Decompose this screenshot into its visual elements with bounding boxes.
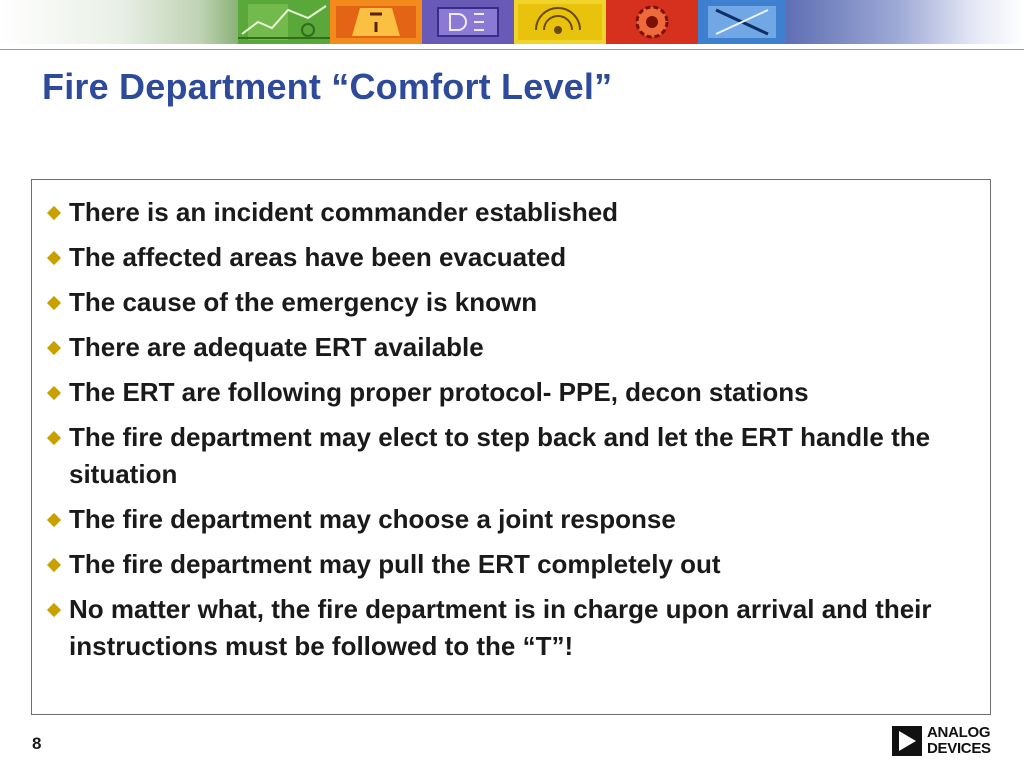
bullet-text: The affected areas have been evacuated	[69, 242, 567, 272]
sensor-icon	[698, 0, 786, 44]
diamond-bullet-icon	[47, 513, 61, 527]
diamond-bullet-icon	[47, 386, 61, 400]
diamond-bullet-icon	[47, 603, 61, 617]
diamond-bullet-icon	[47, 296, 61, 310]
logo-line-2: DEVICES	[927, 740, 991, 757]
logo-wordmark	[927, 725, 1007, 757]
diamond-bullet-icon	[47, 431, 61, 445]
list-item	[46, 374, 976, 411]
diamond-bullet-icon	[47, 206, 61, 220]
list-item	[46, 546, 976, 583]
dsp-chip-icon	[422, 0, 514, 44]
list-item	[46, 591, 976, 665]
circuit-graph-icon	[238, 0, 330, 44]
header-divider	[0, 49, 1024, 50]
diamond-bullet-icon	[47, 341, 61, 355]
banner-fade	[786, 0, 1024, 44]
bullet-text: The ERT are following proper protocol- PPE, decon stations	[69, 377, 809, 407]
bullet-text: The fire department may choose a joint response	[69, 504, 676, 534]
list-item	[46, 239, 976, 276]
diamond-bullet-icon	[47, 558, 61, 572]
diamond-bullet-icon	[47, 251, 61, 265]
page-number: 8	[32, 734, 42, 753]
bullet-text: There is an incident commander established	[69, 197, 619, 227]
list-item	[46, 419, 976, 493]
bullet-text: The fire department may pull the ERT completely out	[69, 549, 721, 579]
bullet-list	[46, 194, 976, 673]
bullet-text: There are adequate ERT available	[69, 332, 484, 362]
list-item	[46, 284, 976, 321]
slide-title: Fire Department “Comfort Level”	[42, 66, 613, 107]
logo-line-1: ANALOG	[927, 724, 991, 741]
list-item	[46, 194, 976, 231]
mems-gear-icon	[606, 0, 698, 44]
rf-signal-icon	[514, 0, 606, 44]
bullet-text: The cause of the emergency is known	[69, 287, 538, 317]
analog-devices-logo-icon	[892, 726, 922, 756]
power-transistor-icon	[330, 0, 422, 44]
content-box	[31, 179, 991, 715]
bullet-text: No matter what, the fire department is in charge upon arrival and their instructions must be followed to the “T”!	[69, 594, 932, 661]
bullet-text: The fire department may elect to step back and let the ERT handle the situation	[69, 422, 931, 489]
list-item	[46, 329, 976, 366]
top-banner	[0, 0, 1024, 44]
list-item	[46, 501, 976, 538]
